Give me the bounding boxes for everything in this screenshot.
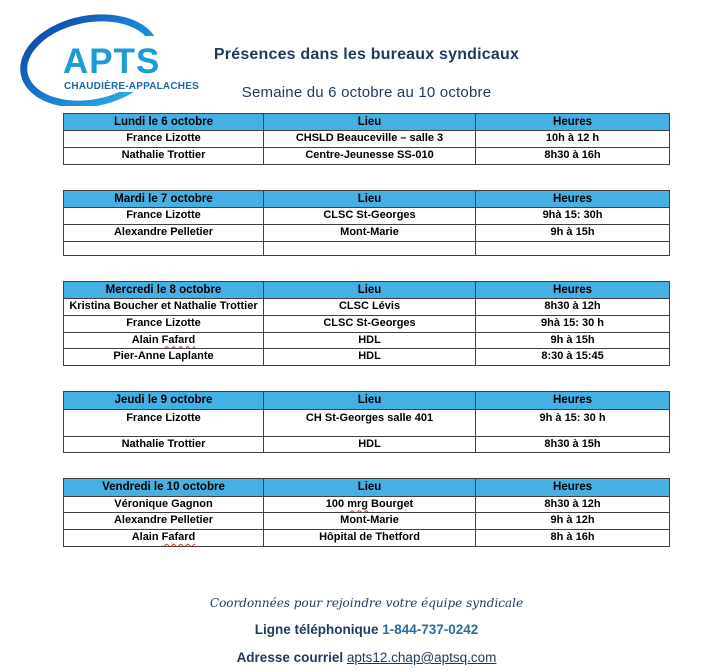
person-cell: Nathalie Trottier	[64, 436, 264, 453]
table-row	[64, 436, 670, 453]
misspelled-word: Fafard	[161, 531, 196, 544]
table-row	[64, 299, 670, 316]
heures-cell: 8h30 à 12h	[476, 299, 670, 316]
heures-cell: 8h à 16h	[476, 530, 670, 547]
lieu-cell: Hôpital de Thetford	[263, 530, 475, 547]
email-line	[63, 650, 670, 665]
heures-header: Heures	[476, 479, 670, 496]
person-cell: France Lizotte	[64, 409, 264, 436]
person-cell: Pier-Anne Laplante	[64, 349, 264, 366]
day-header: Mardi le 7 octobre	[64, 190, 264, 207]
person-cell: France Lizotte	[64, 315, 264, 332]
text-segment: 100	[325, 497, 348, 510]
lieu-cell: CHSLD Beauceville – salle 3	[263, 131, 475, 148]
header-row	[64, 190, 670, 207]
table-row	[64, 349, 670, 366]
schedule-table	[63, 281, 670, 366]
email-label: Adresse courriel	[236, 650, 344, 665]
header-row	[64, 392, 670, 409]
lieu-cell: CLSC Lévis	[263, 299, 475, 316]
heures-cell: 8h30 à 12h	[476, 496, 670, 513]
lieu-cell	[263, 496, 475, 513]
table-row	[64, 241, 670, 255]
table-row	[64, 131, 670, 148]
table-row	[64, 315, 670, 332]
day-header: Vendredi le 10 octobre	[64, 479, 264, 496]
lieu-cell: Mont-Marie	[263, 513, 475, 530]
tables-container	[63, 113, 670, 572]
lieu-header: Lieu	[263, 114, 475, 131]
heures-cell: 10h à 12 h	[476, 131, 670, 148]
lieu-cell: HDL	[263, 436, 475, 453]
heures-cell: 9h à 15h	[476, 225, 670, 242]
person-cell: France Lizotte	[64, 131, 264, 148]
misspelled-word: Fafard	[161, 333, 196, 346]
lieu-header: Lieu	[263, 392, 475, 409]
heures-header: Heures	[476, 281, 670, 298]
lieu-cell: Centre-Jeunesse SS-010	[263, 148, 475, 165]
table-row	[64, 225, 670, 242]
misspelled-word: mrg	[347, 497, 368, 510]
day-header: Mercredi le 8 octobre	[64, 281, 264, 298]
heures-header: Heures	[476, 392, 670, 409]
heures-cell: 8h30 à 15h	[476, 436, 670, 453]
day-header: Lundi le 6 octobre	[64, 114, 264, 131]
header-row	[64, 114, 670, 131]
person-cell: Alexandre Pelletier	[64, 513, 264, 530]
page-title: Présences dans les bureaux syndicaux	[213, 46, 520, 63]
table-row	[64, 530, 670, 547]
heures-cell: 9hà 15: 30 h	[476, 315, 670, 332]
phone-number: 1-844-737-0242	[382, 622, 479, 637]
person-cell	[64, 332, 264, 349]
header-row	[64, 281, 670, 298]
table-row	[64, 409, 670, 436]
lieu-cell: CLSC St-Georges	[263, 315, 475, 332]
logo-acronym: APTS	[63, 42, 161, 81]
table-row	[64, 496, 670, 513]
lieu-cell	[263, 241, 475, 255]
email-link[interactable]: apts12.chap@aptsq.com	[346, 650, 497, 665]
table-row	[64, 332, 670, 349]
heures-cell: 9h à 15h	[476, 332, 670, 349]
lieu-header: Lieu	[263, 479, 475, 496]
lieu-cell: CH St-Georges salle 401	[263, 409, 475, 436]
person-cell: France Lizotte	[64, 208, 264, 225]
person-cell: Nathalie Trottier	[64, 148, 264, 165]
lieu-cell: HDL	[263, 349, 475, 366]
person-cell: Véronique Gagnon	[64, 496, 264, 513]
schedule-table	[63, 391, 670, 453]
heures-cell: 8:30 à 15:45	[476, 349, 670, 366]
table-row	[64, 513, 670, 530]
page-subtitle: Semaine du 6 octobre au 10 octobre	[241, 84, 492, 101]
day-header: Jeudi le 9 octobre	[64, 392, 264, 409]
person-cell: Kristina Boucher et Nathalie Trottier	[64, 299, 264, 316]
lieu-header: Lieu	[263, 190, 475, 207]
lieu-cell: CLSC St-Georges	[263, 208, 475, 225]
person-cell	[64, 241, 264, 255]
header-row	[64, 479, 670, 496]
heures-cell: 9h à 15: 30 h	[476, 409, 670, 436]
logo-region: CHAUDIÈRE-APPALACHES	[64, 81, 199, 92]
table-row	[64, 148, 670, 165]
heures-cell: 9h à 12h	[476, 513, 670, 530]
person-cell: Alexandre Pelletier	[64, 225, 264, 242]
footer-tagline: Coordonnées pour rejoindre votre équipe syndicale	[209, 596, 524, 610]
person-cell	[64, 530, 264, 547]
schedule-table	[63, 190, 670, 256]
schedule-table	[63, 113, 670, 165]
heures-cell: 8h30 à 16h	[476, 148, 670, 165]
schedule-table	[63, 478, 670, 547]
heures-header: Heures	[476, 190, 670, 207]
text-segment: Alain	[131, 333, 162, 346]
lieu-header: Lieu	[263, 281, 475, 298]
heures-cell	[476, 241, 670, 255]
phone-label: Ligne téléphonique	[254, 622, 379, 637]
text-segment: Bourget	[368, 497, 414, 510]
table-row	[64, 208, 670, 225]
lieu-cell: Mont-Marie	[263, 225, 475, 242]
heures-cell: 9hà 15: 30h	[476, 208, 670, 225]
text-segment: Alain	[131, 531, 162, 544]
phone-line	[63, 622, 670, 637]
heures-header: Heures	[476, 114, 670, 131]
lieu-cell: HDL	[263, 332, 475, 349]
